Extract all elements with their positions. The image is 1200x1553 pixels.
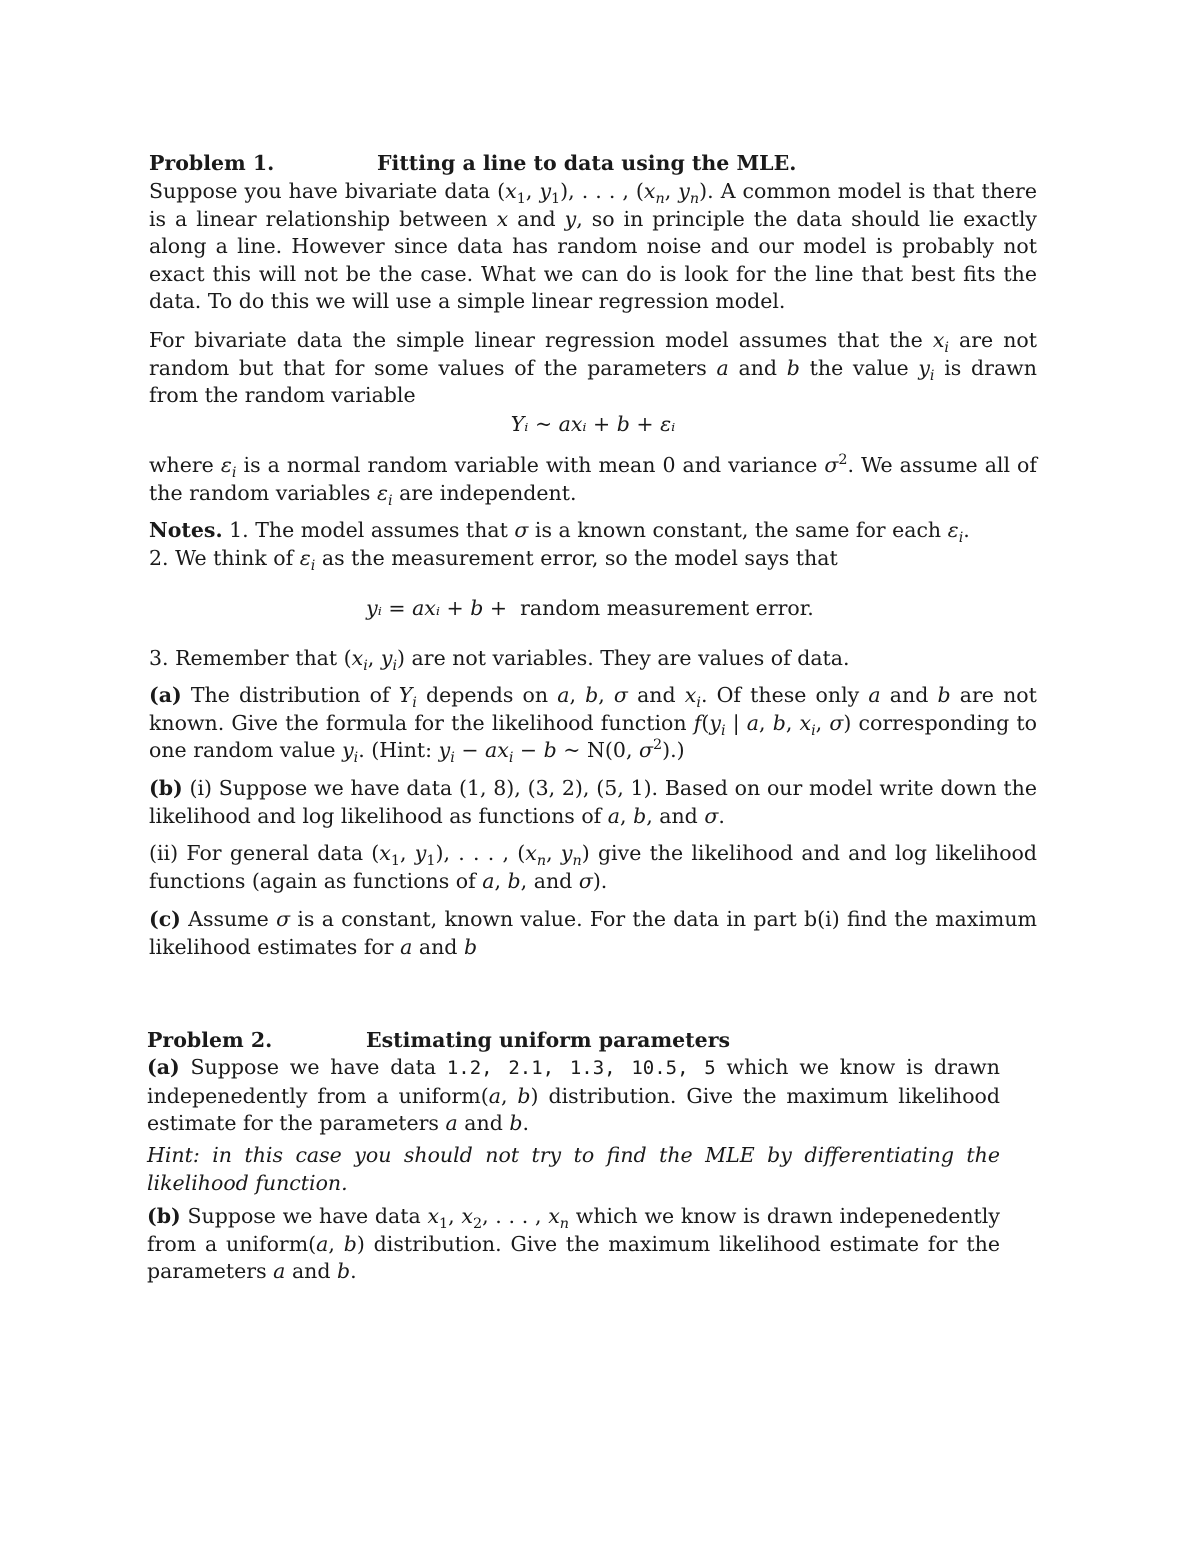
data-values: 1.2, 2.1, 1.3, 10.5, 5 (446, 1057, 716, 1079)
problem1-error-paragraph: where $\varepsilon_i$ is a normal random variable with mean 0 and variance $\sigma^2$. We assume all of the random variables $\varepsilon_i$ are independent. (149, 452, 1037, 509)
problem1-label: Problem 1. (149, 151, 275, 175)
problem2-title: Estimating uniform parameters (366, 1028, 731, 1052)
problem1-part-a: (a) The distribution of $Y_i$ depends on a, b, σ and $x_i$. Of these only a and b are not known. Give the formula for the likelihood function $f(y_i$ | a, b, $x_i$, σ) corresponding to one random value $y_i$. (Hint: $y_i - ax_i - b$ ~ N(0, $\sigma^2$).) (149, 683, 1037, 767)
equation-model: Yᵢ ~ axᵢ + b + εᵢ (510, 412, 676, 436)
problem1-part-b-ii: (ii) For general data ($x_1$, $y_1$), . . . , ($x_n$, $y_n$) give the likelihood and and log likelihood functions (again as functions of a, b, and σ). (149, 841, 1038, 893)
note-3: 3. Remember that ($x_i$, $y_i$) are not variables. They are values of data. (149, 646, 850, 675)
problem2-heading (147, 1027, 731, 1054)
problem1-intro: Suppose you have bivariate data ($x_1$, $y_1$), . . . , ($x_n$, $y_n$). A common model is that there is a linear relationship between x and y, so in principle the data should lie exactly along a line. However since data has random noise and our model is probably not exact this will not be the case. What we can do is look for the line that best fits the data. To do this we will use a simple linear regression model. (149, 179, 1037, 313)
problem2-hint: Hint: in this case you should not try to find the MLE by differentiating the likelihood function. (147, 1143, 1000, 1195)
problem2-label: Problem 2. (147, 1028, 273, 1052)
problem1-title: Fitting a line to data using the MLE. (377, 151, 797, 175)
problem1-part-c: (c) Assume σ is a constant, known value. For the data in part b(i) find the maximum likelihood estimates for a and b (149, 907, 1037, 959)
notes-label: Notes. (149, 518, 223, 542)
note-2: 2. We think of $\varepsilon_i$ as the measurement error, so the model says that (149, 546, 838, 575)
problem1-part-b-i: (b) (i) Suppose we have data (1, 8), (3, 2), (5, 1). Based on our model write down the likelihood and log likelihood as functions of a, b, and σ. (149, 776, 1037, 828)
problem2-part-b: (b) Suppose we have data $x_1$, $x_2$, . . . , $x_n$ which we know is drawn indepenedently from a uniform(a, b) distribution. Give the maximum likelihood estimate for the parameters a and b. (147, 1204, 1000, 1283)
equation-measurement: yᵢ = axᵢ + b + random measurement error. (366, 596, 814, 620)
problem2-part-a: (a) Suppose we have data 1.2, 2.1, 1.3, 10.5, 5 which we know is drawn indepenedently from a uniform(a, b) distribution. Give the maximum likelihood estimate for the parameters a and b. (147, 1055, 1000, 1135)
note-1: Notes. 1. The model assumes that σ is a known constant, the same for each $\varepsilon_i$. (149, 518, 970, 547)
problem1-heading (149, 150, 797, 177)
problem1-model-paragraph: For bivariate data the simple linear regression model assumes that the $x_i$ are not random but that for some values of the parameters a and b the value $y_i$ is drawn from the random variable (149, 328, 1037, 407)
